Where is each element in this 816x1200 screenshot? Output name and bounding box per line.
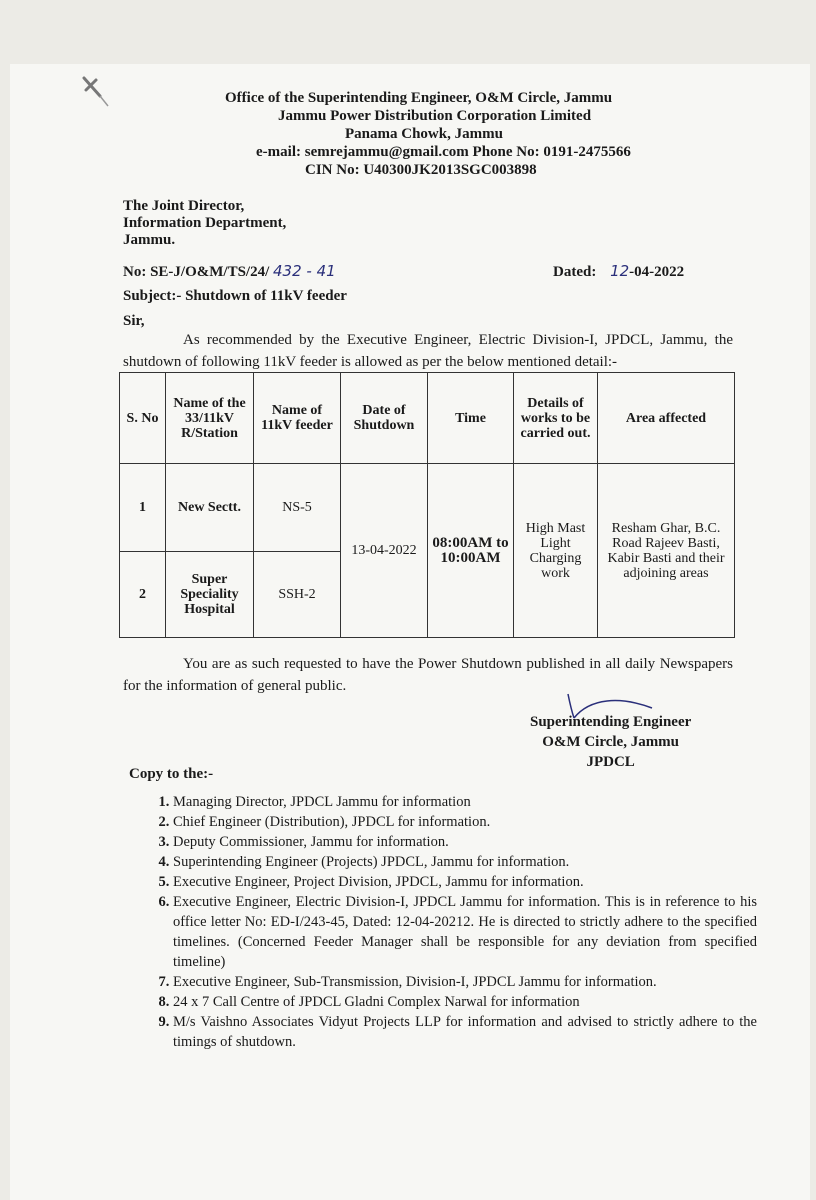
list-item: 5. Executive Engineer, Project Division, JPDCL, Jammu for information. [173,872,757,892]
salutation: Sir, [123,313,145,329]
list-item: 3. Deputy Commissioner, Jammu for information. [173,832,757,852]
shutdown-table [119,372,735,638]
staple-pin-icon [78,74,118,114]
cin-line: CIN No: U40300JK2013SGC003898 [305,162,537,178]
dated-handwritten-day: 12 [610,262,630,280]
cell-sno: 2 [120,552,166,638]
list-item: 1. Managing Director, JPDCL Jammu for information [173,792,757,812]
table-row [120,464,735,552]
addressee-line: Jammu. [123,232,176,248]
signature-block [530,712,691,772]
copy-to-heading: Copy to the:- [129,766,214,782]
dated-label: Dated: [553,264,597,280]
intro-paragraph: As recommended by the Executive Engineer, Electric Division-I, JPDCL, Jammu, the shutdown of following 11kV feeder is allowed as per the below mentioned detail:- [123,332,733,370]
corporation-heading: Jammu Power Distribution Corporation Limited [278,108,592,124]
subject-line: Subject:- Shutdown of 11kV feeder [123,288,347,304]
header-feeder: Name of 11kV feeder [254,373,341,464]
address-heading: Panama Chowk, Jammu [345,126,503,142]
header-works: Details of works to be carried out. [514,373,598,464]
cell-station: New Sectt. [166,464,254,552]
list-item: 4. Superintending Engineer (Projects) JPDCL, Jammu for information. [173,852,757,872]
cell-feeder: NS-5 [254,464,341,552]
list-item: 2. Chief Engineer (Distribution), JPDCL for information. [173,812,757,832]
contact-line: e-mail: semrejammu@gmail.com Phone No: 0191-2475566 [256,144,631,160]
addressee-block [123,198,286,249]
copy-list [150,792,757,1052]
office-heading: Office of the Superintending Engineer, O&M Circle, Jammu [225,90,613,106]
addressee-line: Information Department, [123,215,287,231]
header-station: Name of the 33/11kV R/Station [166,373,254,464]
dated-field [553,262,684,281]
header-time: Time [428,373,514,464]
cell-sno: 1 [120,464,166,552]
dated-rest: -04-2022 [629,264,685,280]
header-sno: S. No [120,373,166,464]
request-paragraph: You are as such requested to have the Power Shutdown published in all daily Newspapers for the information of general public. [123,656,733,694]
cell-area: Resham Ghar, B.C. Road Rajeev Basti, Kabir Basti and their adjoining areas [598,464,735,638]
cell-time: 08:00AM to 10:00AM [428,464,514,638]
cell-works: High Mast Light Charging work [514,464,598,638]
reference-number [123,262,336,281]
reference-handwritten: 432 - 41 [273,262,336,280]
header-date: Date of Shutdown [341,373,428,464]
list-item: 8. 24 x 7 Call Centre of JPDCL Gladni Complex Narwal for information [173,992,757,1012]
signature-office: O&M Circle, Jammu [542,734,680,750]
addressee-line: The Joint Director, [123,198,245,214]
list-item: 7. Executive Engineer, Sub-Transmission, Division-I, JPDCL Jammu for information. [173,972,757,992]
table-header-row [120,373,735,464]
cell-feeder: SSH-2 [254,552,341,638]
list-item: 9. M/s Vaishno Associates Vidyut Projects LLP for information and advised to strictly adhere to the timings of shutdown. [173,1012,757,1052]
signature-title: Superintending Engineer [530,714,692,730]
header-area: Area affected [598,373,735,464]
cell-station: Super Speciality Hospital [166,552,254,638]
signature-org: JPDCL [586,754,635,770]
list-item: 6. Executive Engineer, Electric Division-I, JPDCL Jammu for information. This is in reference to his office letter No: ED-I/243-45, Dated: 12-04-20212. He is directed to strictly adhere to the specified timelines. (Concerned Feeder Manager shall be responsible for any deviation from specified timeline) [173,892,757,972]
cell-date: 13-04-2022 [341,464,428,638]
reference-label: No: SE-J/O&M/TS/24/ [123,264,270,280]
